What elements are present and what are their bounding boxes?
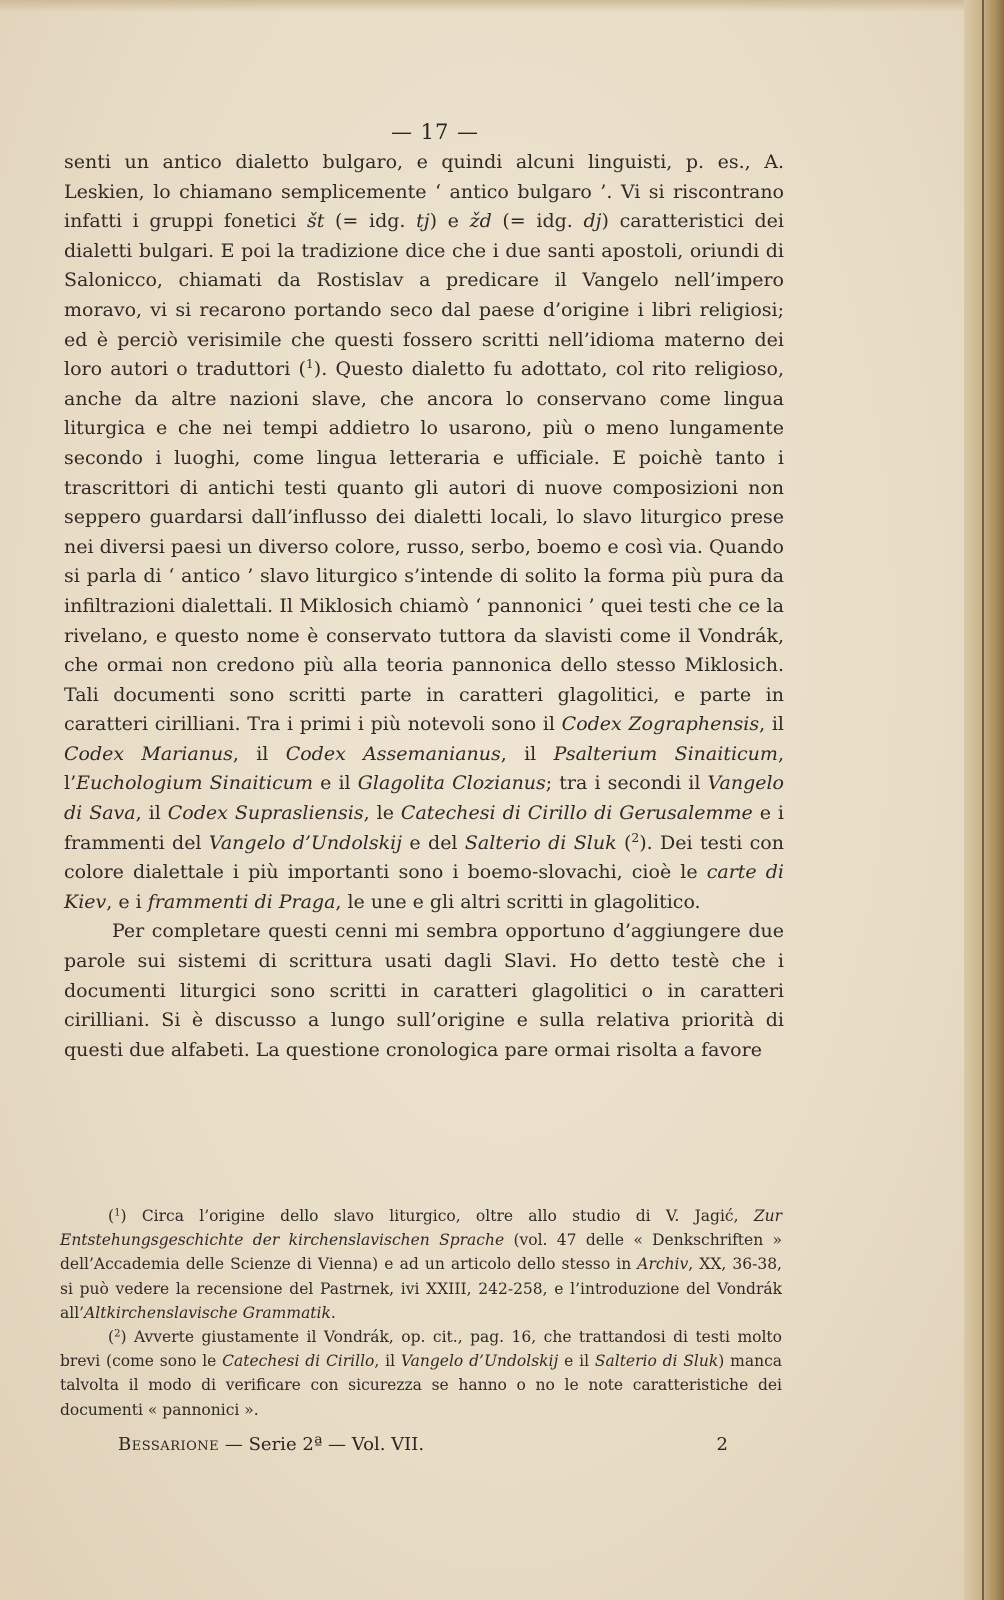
footnote-2: ($^2$) Avverte giustamente il Vondrák, op. cit., pag. 16, che trattandosi di testi molto brevi (come sono le Catechesi di Cirillo, il Vangelo d’Undolskij e il Salterio di Sluk) manca talvolta il modo di verificare con sicurezza se hanno o no le note caratteristiche dei documenti « pannonici ».: [60, 1328, 782, 1419]
series-volume: — Serie 2ª — Vol. VII.: [224, 1434, 425, 1455]
page-number: — 17 —: [390, 120, 480, 144]
paragraph-1: senti un antico dialetto bulgaro, e quindi alcuni linguisti, p. es., A. Leskien, lo chiamano semplicemente ‘ antico bulgaro ’. Vi si riscontrano infatti i gruppi fonetici št (= idg. tj) e žd (= idg. dj) caratteristici dei dialetti bulgari. E poi la tradizione dice che i due santi apostoli, oriundi di Salonicco, chiamati da Rostislav a predicare il Vangelo nell’impero moravo, vi si recarono portando seco dal paese d’origine i libri religiosi; ed è perciò verisimile che questi fossero scritti nell’idioma materno dei loro autori o traduttori ($^1$). Questo dialetto fu adottato, col rito religioso, anche da altre nazioni slave, che ancora lo conservano come lingua liturgica e che nei tempi addietro lo usarono, più o meno lungamente secondo i luoghi, come lingua letteraria e ufficiale. E poichè tanto i trascrittori di antichi testi quanto gli autori di nuove composizioni non seppero guardarsi dall’influsso dei dialetti locali, lo slavo liturgico prese nei diversi paesi un diverso colore, russo, serbo, boemo e così via. Quando si parla di ‘ antico ’ slavo liturgico s’intende di solito la forma più pura da infiltrazioni dialettali. Il Miklosich chiamò ‘ pannonici ’ quei testi che ce la rivelano, e questo nome è conservato tuttora da slavisti come il Vondrák, che ormai non credono più alla teoria pannonica dello stesso Miklosich. Tali documenti sono scritti parte in caratteri glagolitici, e parte in caratteri cirilliani. Tra i primi i più notevoli sono il Codex Zographensis, il Codex Marianus, il Codex Assemanianus, il Psalterium Sinaiticum, l’Euchologium Sinaiticum e il Glagolita Clozianus; tra i secondi il Vangelo di Sava, il Codex Suprasliensis, le Catechesi di Cirillo di Gerusalemme e i frammenti del Vangelo d’Undolskij e del Salterio di Sluk ($^2$). Dei testi con colore dialettale i più importanti sono i boemo-slovachi, cioè le carte di Kiev, e i frammenti di Praga, le une e gli altri scritti in glagolitico.: [64, 151, 784, 913]
main-text: [64, 148, 784, 1065]
footnotes: [60, 1204, 782, 1422]
footnote-ref-2[interactable]: 2: [631, 830, 640, 845]
paragraph-2: Per completare questi cenni mi sembra opportuno d’aggiungere due parole sui sistemi di scrittura usati dagli Slavi. Ho detto testè che i documenti liturgici sono scritti in caratteri glagolitici o in caratteri cirilliani. Si è discusso a lungo sull’origine e sulla relativa priorità di questi due alfabeti. La questione cronologica pare ormai risolta a favore: [64, 920, 784, 1061]
footnote-ref-1[interactable]: 1: [305, 357, 314, 372]
book-spine-edge: [964, 0, 1004, 1600]
page-footer: [118, 1434, 728, 1455]
page-top-shadow: [0, 0, 1004, 12]
journal-name: Bessarione: [118, 1434, 220, 1455]
footnote-1: ($^1$) Circa l’origine dello slavo liturgico, oltre allo studio di V. Jagić, Zur Entstehungsgeschichte der kirchenslavischen Sprache (vol. 47 delle « Denkschriften » dell’Accademia delle Scienze di Vienna) e ad un articolo dello stesso in Archiv, XX, 36-38, si può vedere la recensione del Pastrnek, ivi XXIII, 242-258, e l’introduzione del Vondrák all’Altkirchenslavische Grammatik.: [60, 1207, 782, 1322]
sheet-number: 2: [716, 1434, 728, 1455]
